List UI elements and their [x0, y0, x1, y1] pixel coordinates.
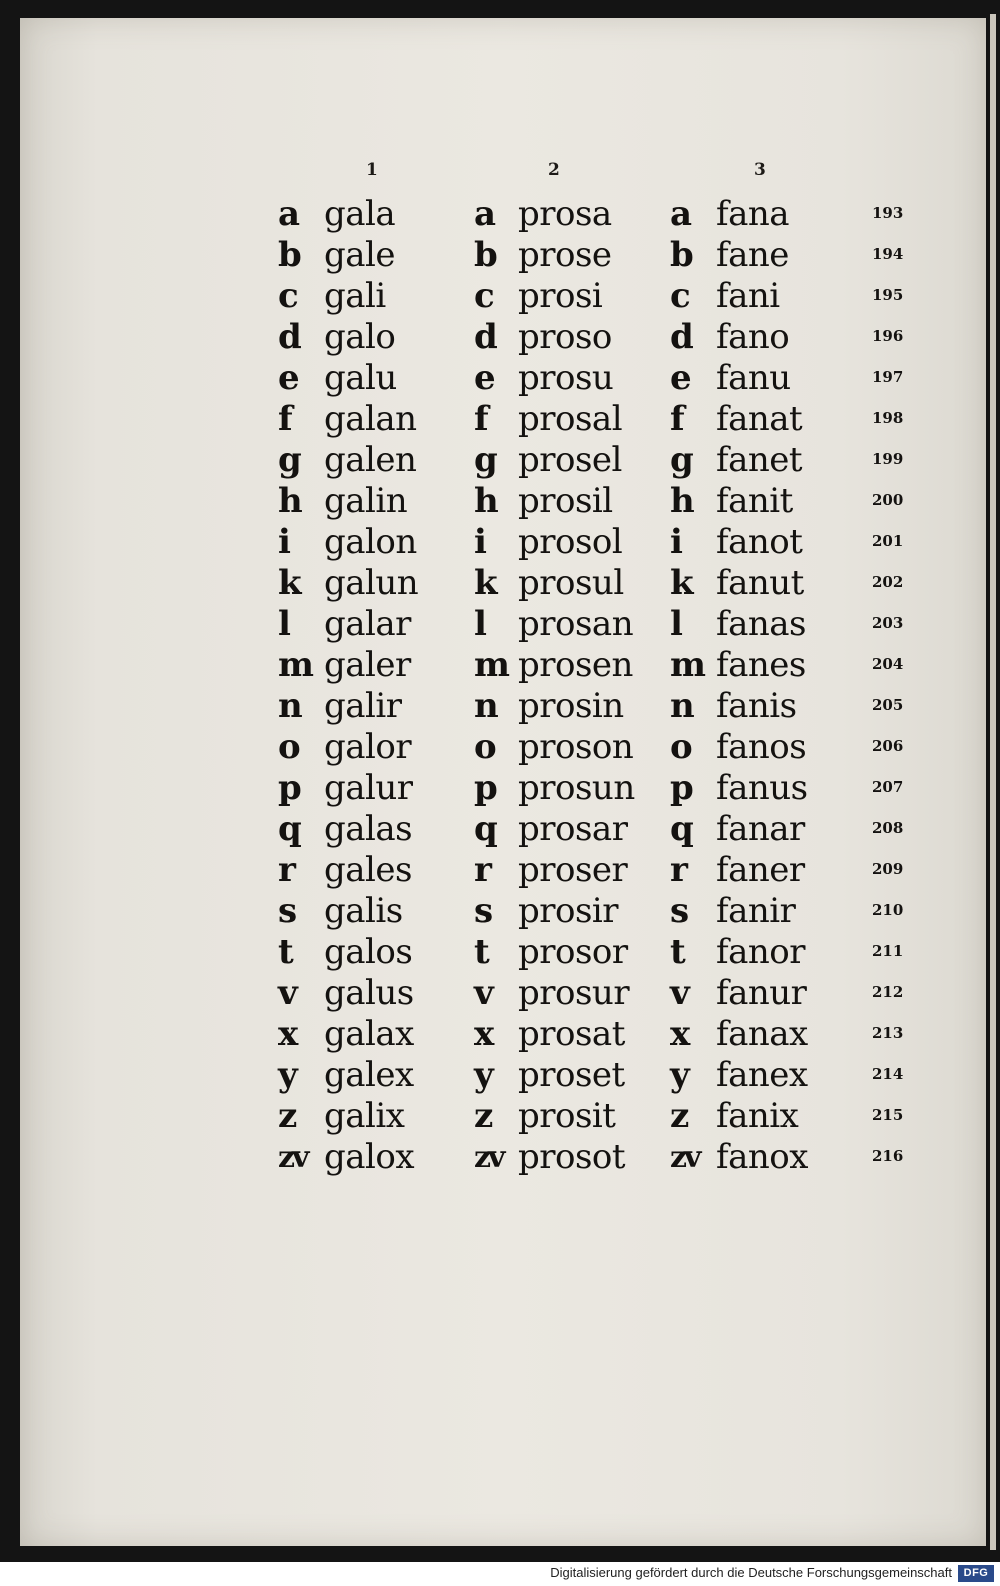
- row-word-col1: galun: [324, 563, 419, 603]
- row-letter-col3: q: [670, 809, 694, 849]
- row-word-col2: prosin: [518, 686, 624, 726]
- table-row: [0, 768, 1000, 809]
- row-letter-col2: x: [474, 1014, 495, 1054]
- row-letter-col2: g: [474, 440, 498, 480]
- row-word-col3: fanu: [716, 358, 791, 398]
- row-word-col3: fanix: [716, 1096, 799, 1136]
- table-row: [0, 850, 1000, 891]
- row-letter-col3: p: [670, 768, 694, 808]
- column-header-2: 2: [548, 160, 560, 180]
- row-number: 193: [872, 204, 904, 222]
- row-word-col2: prosen: [518, 645, 633, 685]
- row-letter-col1: r: [278, 850, 296, 890]
- row-word-col2: prosir: [518, 891, 619, 931]
- row-word-col2: proso: [518, 317, 612, 357]
- row-number: 212: [872, 983, 904, 1001]
- row-number: 198: [872, 409, 904, 427]
- row-number: 203: [872, 614, 904, 632]
- row-word-col3: faner: [716, 850, 805, 890]
- row-letter-col3: m: [670, 645, 706, 685]
- table-row: [0, 645, 1000, 686]
- row-letter-col1: q: [278, 809, 302, 849]
- row-word-col2: prosor: [518, 932, 628, 972]
- row-word-col3: fanes: [716, 645, 806, 685]
- row-letter-col2: s: [474, 891, 494, 931]
- row-word-col1: galen: [324, 440, 417, 480]
- row-number: 207: [872, 778, 904, 796]
- row-word-col3: fanar: [716, 809, 805, 849]
- row-word-col1: gale: [324, 235, 396, 275]
- row-word-col3: fane: [716, 235, 789, 275]
- row-word-col1: galar: [324, 604, 411, 644]
- row-letter-col2: o: [474, 727, 497, 767]
- table-row: [0, 358, 1000, 399]
- row-number: 200: [872, 491, 904, 509]
- table-row: [0, 1096, 1000, 1137]
- row-letter-col2: m: [474, 645, 510, 685]
- row-letter-col2: h: [474, 481, 499, 521]
- table-row: [0, 604, 1000, 645]
- row-word-col2: proset: [518, 1055, 625, 1095]
- row-number: 216: [872, 1147, 904, 1165]
- row-letter-col1: f: [278, 399, 293, 439]
- table-row: [0, 1055, 1000, 1096]
- row-word-col1: galan: [324, 399, 417, 439]
- row-word-col2: proson: [518, 727, 634, 767]
- row-word-col2: prosu: [518, 358, 614, 398]
- row-letter-col1: b: [278, 235, 302, 275]
- row-letter-col2: c: [474, 276, 495, 316]
- row-letter-col2: d: [474, 317, 498, 357]
- row-letter-col2: e: [474, 358, 496, 398]
- row-word-col1: galox: [324, 1137, 415, 1177]
- row-letter-col2: r: [474, 850, 492, 890]
- row-letter-col1: z: [278, 1096, 298, 1136]
- row-letter-col3: f: [670, 399, 685, 439]
- row-letter-col3: r: [670, 850, 688, 890]
- column-header-1: 1: [366, 160, 378, 180]
- row-word-col2: prosul: [518, 563, 624, 603]
- row-letter-col1: c: [278, 276, 299, 316]
- row-word-col2: prosur: [518, 973, 630, 1013]
- row-letter-col1: y: [278, 1055, 298, 1095]
- row-word-col1: galis: [324, 891, 403, 931]
- footer-credit: Digitalisierung gefördert durch die Deutsche Forschungsgemeinschaft: [550, 1565, 952, 1580]
- row-word-col3: fanas: [716, 604, 806, 644]
- row-letter-col2: n: [474, 686, 499, 726]
- table-row: [0, 973, 1000, 1014]
- table-row: [0, 932, 1000, 973]
- row-word-col2: prosar: [518, 809, 628, 849]
- column-header-3: 3: [754, 160, 766, 180]
- row-word-col2: proser: [518, 850, 628, 890]
- row-letter-col3: i: [670, 522, 683, 562]
- table-row: [0, 276, 1000, 317]
- row-word-col1: gala: [324, 194, 396, 234]
- row-letter-col2: l: [474, 604, 487, 644]
- row-number: 210: [872, 901, 904, 919]
- row-word-col1: galas: [324, 809, 413, 849]
- row-letter-col3: v: [670, 973, 690, 1013]
- row-word-col1: galor: [324, 727, 412, 767]
- row-word-col1: galer: [324, 645, 411, 685]
- table-row: [0, 809, 1000, 850]
- row-word-col2: prosit: [518, 1096, 616, 1136]
- row-number: 196: [872, 327, 904, 345]
- row-word-col1: galex: [324, 1055, 414, 1095]
- row-number: 194: [872, 245, 904, 263]
- row-letter-col2: z: [474, 1096, 494, 1136]
- row-letter-col3: zv: [670, 1140, 699, 1175]
- row-word-col2: prosil: [518, 481, 613, 521]
- row-word-col3: fanat: [716, 399, 803, 439]
- row-word-col3: fanet: [716, 440, 803, 480]
- row-word-col1: galon: [324, 522, 417, 562]
- row-letter-col1: a: [278, 194, 301, 234]
- row-word-col3: fanos: [716, 727, 807, 767]
- row-number: 208: [872, 819, 904, 837]
- row-word-col3: fanir: [716, 891, 796, 931]
- table-row: [0, 440, 1000, 481]
- row-number: 202: [872, 573, 904, 591]
- table-row: [0, 727, 1000, 768]
- row-word-col3: fanis: [716, 686, 797, 726]
- table-row: [0, 194, 1000, 235]
- row-letter-col1: p: [278, 768, 302, 808]
- table-row: [0, 522, 1000, 563]
- row-letter-col3: x: [670, 1014, 691, 1054]
- row-letter-col2: q: [474, 809, 498, 849]
- row-word-col1: galir: [324, 686, 402, 726]
- row-letter-col2: k: [474, 563, 498, 603]
- row-letter-col2: t: [474, 932, 490, 972]
- row-letter-col2: p: [474, 768, 498, 808]
- row-letter-col1: k: [278, 563, 302, 603]
- row-letter-col3: l: [670, 604, 683, 644]
- row-letter-col2: b: [474, 235, 498, 275]
- row-word-col2: prosal: [518, 399, 623, 439]
- row-word-col2: prosol: [518, 522, 623, 562]
- row-letter-col3: y: [670, 1055, 690, 1095]
- row-letter-col1: o: [278, 727, 301, 767]
- row-letter-col3: k: [670, 563, 694, 603]
- row-letter-col3: n: [670, 686, 695, 726]
- row-number: 213: [872, 1024, 904, 1042]
- row-word-col1: galos: [324, 932, 413, 972]
- row-word-col3: fano: [716, 317, 790, 357]
- table-row: [0, 891, 1000, 932]
- row-word-col3: fanus: [716, 768, 808, 808]
- row-number: 197: [872, 368, 904, 386]
- row-word-col3: fanit: [716, 481, 793, 521]
- row-letter-col2: v: [474, 973, 494, 1013]
- row-word-col1: gali: [324, 276, 386, 316]
- row-letter-col1: zv: [278, 1140, 307, 1175]
- row-number: 204: [872, 655, 904, 673]
- row-word-col3: fani: [716, 276, 780, 316]
- row-letter-col1: e: [278, 358, 300, 398]
- dfg-logo: DFG: [958, 1565, 994, 1582]
- row-number: 214: [872, 1065, 904, 1083]
- row-letter-col2: f: [474, 399, 489, 439]
- row-number: 195: [872, 286, 904, 304]
- table-row: [0, 686, 1000, 727]
- row-letter-col1: d: [278, 317, 302, 357]
- table-row: [0, 563, 1000, 604]
- row-word-col1: galix: [324, 1096, 405, 1136]
- row-word-col3: fanor: [716, 932, 805, 972]
- row-letter-col2: a: [474, 194, 497, 234]
- table-row: [0, 481, 1000, 522]
- row-letter-col3: d: [670, 317, 694, 357]
- row-word-col3: fanox: [716, 1137, 808, 1177]
- row-word-col2: prosot: [518, 1137, 626, 1177]
- row-letter-col1: l: [278, 604, 291, 644]
- row-letter-col3: s: [670, 891, 690, 931]
- row-letter-col1: g: [278, 440, 302, 480]
- row-letter-col3: z: [670, 1096, 690, 1136]
- table-row: [0, 1137, 1000, 1178]
- row-word-col2: prosat: [518, 1014, 625, 1054]
- row-letter-col1: t: [278, 932, 294, 972]
- row-letter-col1: n: [278, 686, 303, 726]
- row-letter-col3: e: [670, 358, 692, 398]
- row-letter-col1: i: [278, 522, 291, 562]
- table-row: [0, 235, 1000, 276]
- row-number: 205: [872, 696, 904, 714]
- table-row: [0, 399, 1000, 440]
- row-word-col2: prosan: [518, 604, 634, 644]
- row-letter-col1: m: [278, 645, 314, 685]
- row-letter-col3: c: [670, 276, 691, 316]
- row-letter-col1: x: [278, 1014, 299, 1054]
- row-word-col1: galin: [324, 481, 408, 521]
- row-letter-col3: h: [670, 481, 695, 521]
- row-letter-col3: t: [670, 932, 686, 972]
- row-word-col3: fanot: [716, 522, 803, 562]
- row-letter-col2: zv: [474, 1140, 503, 1175]
- row-letter-col3: a: [670, 194, 693, 234]
- row-number: 206: [872, 737, 904, 755]
- row-word-col3: fanut: [716, 563, 804, 603]
- row-word-col2: prosa: [518, 194, 612, 234]
- row-letter-col1: s: [278, 891, 298, 931]
- table-row: [0, 1014, 1000, 1055]
- row-word-col1: galo: [324, 317, 396, 357]
- row-word-col3: fanur: [716, 973, 807, 1013]
- row-word-col1: gales: [324, 850, 412, 890]
- row-word-col1: galu: [324, 358, 397, 398]
- row-word-col2: prose: [518, 235, 612, 275]
- row-word-col1: galax: [324, 1014, 414, 1054]
- row-number: 201: [872, 532, 904, 550]
- row-word-col2: prosel: [518, 440, 622, 480]
- row-letter-col3: b: [670, 235, 694, 275]
- table-row: [0, 317, 1000, 358]
- row-letter-col1: v: [278, 973, 298, 1013]
- row-letter-col2: y: [474, 1055, 494, 1095]
- footer-bar: [0, 1562, 1000, 1586]
- row-word-col2: prosun: [518, 768, 635, 808]
- row-word-col2: prosi: [518, 276, 603, 316]
- row-letter-col3: g: [670, 440, 694, 480]
- row-word-col3: fana: [716, 194, 790, 234]
- row-number: 211: [872, 942, 904, 960]
- row-number: 215: [872, 1106, 904, 1124]
- row-letter-col3: o: [670, 727, 693, 767]
- row-letter-col2: i: [474, 522, 487, 562]
- row-word-col1: galus: [324, 973, 414, 1013]
- row-letter-col1: h: [278, 481, 303, 521]
- row-number: 209: [872, 860, 904, 878]
- row-word-col3: fanex: [716, 1055, 808, 1095]
- row-number: 199: [872, 450, 904, 468]
- row-word-col3: fanax: [716, 1014, 808, 1054]
- row-word-col1: galur: [324, 768, 413, 808]
